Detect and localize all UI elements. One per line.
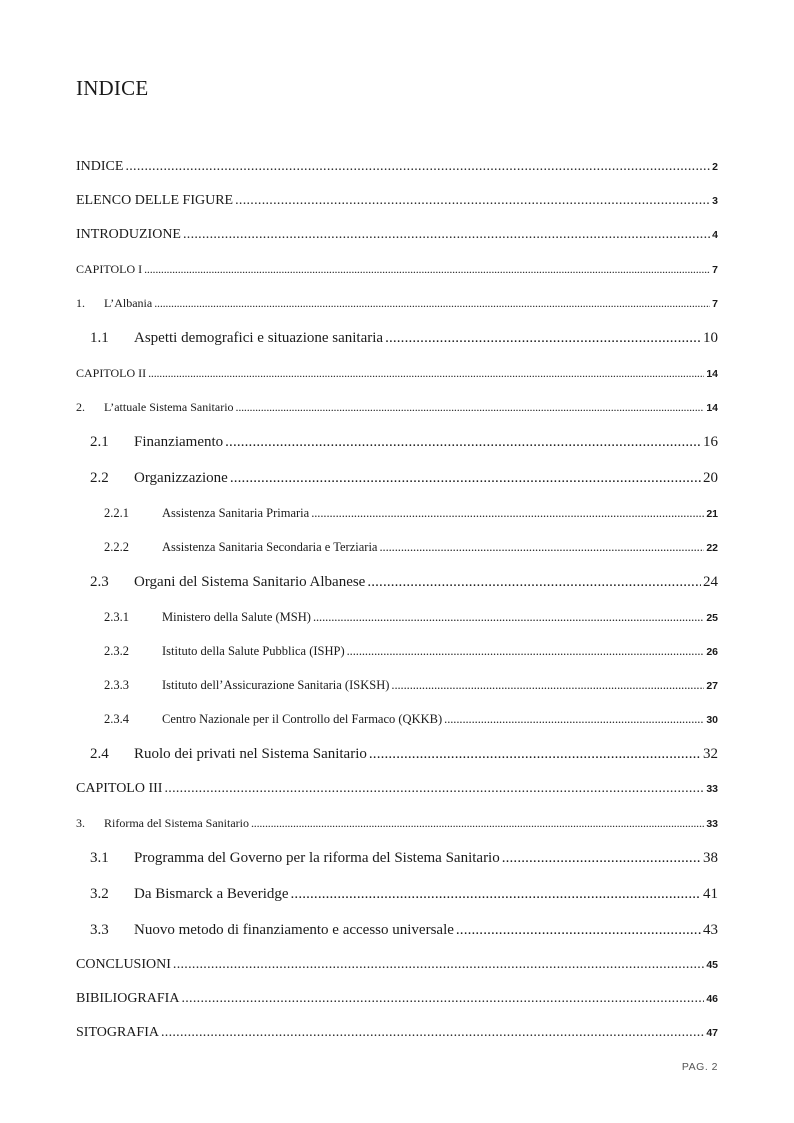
toc-entry[interactable] (76, 876, 718, 912)
toc-leader-dots (148, 356, 704, 390)
toc-entry-number: 3.2 (90, 886, 109, 902)
toc-entry[interactable] (76, 150, 718, 184)
toc-entry-title: Da Bismarck a Beveridge (134, 886, 289, 902)
toc-entry[interactable] (76, 424, 718, 460)
toc-leader-dots (379, 530, 704, 564)
toc-entry-page: 14 (706, 402, 718, 414)
toc-entry-number: 2.3.1 (104, 610, 129, 624)
toc-entry[interactable] (76, 702, 718, 736)
toc-entry[interactable] (76, 948, 718, 982)
toc-entry-title: Aspetti demografici e situazione sanitaria (134, 330, 384, 346)
toc-entry-title: Organi del Sistema Sanitario Albanese (134, 574, 366, 590)
toc-entry-title: INDICE (76, 159, 124, 174)
toc-entry-page: 25 (706, 612, 718, 624)
toc-entry-title: CONCLUSIONI (76, 957, 171, 972)
toc-entry-title: CAPITOLO I (76, 262, 143, 276)
toc-entry-title: CAPITOLO III (76, 781, 163, 796)
toc-entry-page: 20 (703, 470, 718, 486)
toc-leader-dots (369, 736, 701, 772)
toc-entry-page: 46 (706, 993, 718, 1005)
page-title: INDICE (76, 76, 149, 100)
toc-entry[interactable] (76, 840, 718, 876)
toc-entry[interactable] (76, 184, 718, 218)
toc-leader-dots (456, 912, 701, 948)
toc-leader-dots (236, 390, 705, 424)
toc-entry[interactable] (76, 356, 718, 390)
toc-entry[interactable] (76, 496, 718, 530)
toc-entry-title: SITOGRAFIA (76, 1025, 159, 1040)
toc-entry-title: Assistenza Sanitaria Primaria (162, 506, 310, 520)
toc-leader-dots (161, 1016, 704, 1050)
toc-leader-dots (125, 150, 710, 184)
toc-entry-page: 10 (703, 330, 718, 346)
toc-leader-dots (235, 184, 710, 218)
toc-entry-number: 2.3.3 (104, 678, 129, 692)
toc-entry[interactable] (76, 320, 718, 356)
toc-entry-number: 3. (76, 816, 85, 830)
toc-entry-number: 2. (76, 400, 85, 414)
toc-entry[interactable] (76, 982, 718, 1016)
table-of-contents (76, 150, 718, 1050)
toc-entry[interactable] (76, 600, 718, 634)
toc-entry-page: 32 (703, 746, 718, 762)
toc-entry-page: 3 (712, 195, 718, 207)
toc-entry-title: Riforma del Sistema Sanitario (104, 816, 249, 830)
toc-entry-page: 27 (706, 680, 718, 692)
toc-entry[interactable] (76, 772, 718, 806)
toc-leader-dots (144, 252, 710, 286)
toc-entry-title: INTRODUZIONE (76, 227, 181, 242)
toc-entry-title: Finanziamento (134, 434, 224, 450)
toc-entry-number: 2.2 (90, 470, 109, 486)
toc-entry[interactable] (76, 806, 718, 840)
toc-entry-page: 33 (706, 783, 718, 795)
toc-entry[interactable] (76, 530, 718, 564)
toc-leader-dots (154, 286, 710, 320)
toc-entry-title: BIBILIOGRAFIA (76, 991, 180, 1006)
toc-leader-dots (173, 948, 704, 982)
toc-entry[interactable] (76, 390, 718, 424)
toc-entry-title: L’attuale Sistema Sanitario (104, 400, 234, 414)
toc-leader-dots (225, 424, 701, 460)
toc-entry-page: 43 (703, 922, 718, 938)
toc-entry-page: 41 (703, 886, 718, 902)
toc-entry[interactable] (76, 286, 718, 320)
toc-entry-page: 26 (706, 646, 718, 658)
toc-entry[interactable] (76, 736, 718, 772)
toc-entry-title: Organizzazione (134, 470, 228, 486)
toc-entry-title: L’Albania (104, 296, 153, 310)
toc-entry-title: CAPITOLO II (76, 366, 147, 380)
toc-entry-title: Istituto della Salute Pubblica (ISHP) (162, 644, 345, 658)
toc-leader-dots (444, 702, 704, 736)
toc-entry-number: 3.1 (90, 850, 109, 866)
toc-entry-title: Programma del Governo per la riforma del Sistema Sanitario (134, 850, 500, 866)
toc-entry-number: 1. (76, 296, 85, 310)
toc-entry-page: 30 (706, 714, 718, 726)
toc-entry-title: ELENCO DELLE FIGURE (76, 193, 234, 208)
toc-entry-page: 2 (712, 161, 718, 173)
toc-entry[interactable] (76, 668, 718, 702)
toc-entry-number: 1.1 (90, 330, 109, 346)
toc-leader-dots (291, 876, 701, 912)
toc-entry-page: 4 (712, 229, 718, 241)
toc-leader-dots (391, 668, 704, 702)
page-number: PAG. 2 (681, 1061, 718, 1073)
toc-entry[interactable] (76, 1016, 718, 1050)
toc-entry[interactable] (76, 912, 718, 948)
toc-leader-dots (230, 460, 701, 496)
toc-leader-dots (502, 840, 701, 876)
toc-leader-dots (347, 634, 705, 668)
toc-entry-page: 45 (706, 959, 718, 971)
toc-entry[interactable] (76, 460, 718, 496)
toc-leader-dots (164, 772, 704, 806)
toc-entry[interactable] (76, 252, 718, 286)
toc-entry-page: 14 (706, 368, 718, 380)
toc-entry[interactable] (76, 634, 718, 668)
toc-entry-title: Ministero della Salute (MSH) (162, 610, 311, 624)
toc-entry-page: 47 (706, 1027, 718, 1039)
toc-entry-title: Ruolo dei privati nel Sistema Sanitario (134, 746, 367, 762)
toc-entry-number: 2.2.2 (104, 540, 129, 554)
toc-entry-page: 38 (703, 850, 718, 866)
toc-entry-number: 2.1 (90, 434, 109, 450)
toc-leader-dots (385, 320, 701, 356)
toc-entry-page: 16 (703, 434, 718, 450)
toc-entry-number: 2.3.2 (104, 644, 129, 658)
toc-leader-dots (367, 564, 701, 600)
toc-entry-title: Assistenza Sanitaria Secondaria e Terziaria (162, 540, 378, 554)
toc-leader-dots (181, 982, 704, 1016)
toc-entry-page: 7 (712, 298, 718, 310)
toc-entry-title: Istituto dell’Assicurazione Sanitaria (ISKSH) (162, 678, 390, 692)
toc-entry-page: 7 (712, 264, 718, 276)
toc-entry-page: 22 (706, 542, 718, 554)
toc-entry-title: Nuovo metodo di finanziamento e accesso universale (134, 922, 454, 938)
toc-entry-number: 3.3 (90, 922, 109, 938)
toc-entry-title: Centro Nazionale per il Controllo del Farmaco (QKKB) (162, 712, 443, 726)
toc-leader-dots (183, 218, 710, 252)
toc-entry-number: 2.2.1 (104, 506, 129, 520)
toc-leader-dots (251, 806, 704, 840)
toc-entry-number: 2.4 (90, 746, 109, 762)
toc-entry-page: 21 (706, 508, 718, 520)
toc-entry-page: 24 (703, 574, 718, 590)
toc-entry[interactable] (76, 218, 718, 252)
toc-entry[interactable] (76, 564, 718, 600)
toc-leader-dots (313, 600, 704, 634)
toc-entry-page: 33 (706, 818, 718, 830)
toc-entry-number: 2.3 (90, 574, 109, 590)
toc-leader-dots (311, 496, 704, 530)
toc-entry-number: 2.3.4 (104, 712, 129, 726)
